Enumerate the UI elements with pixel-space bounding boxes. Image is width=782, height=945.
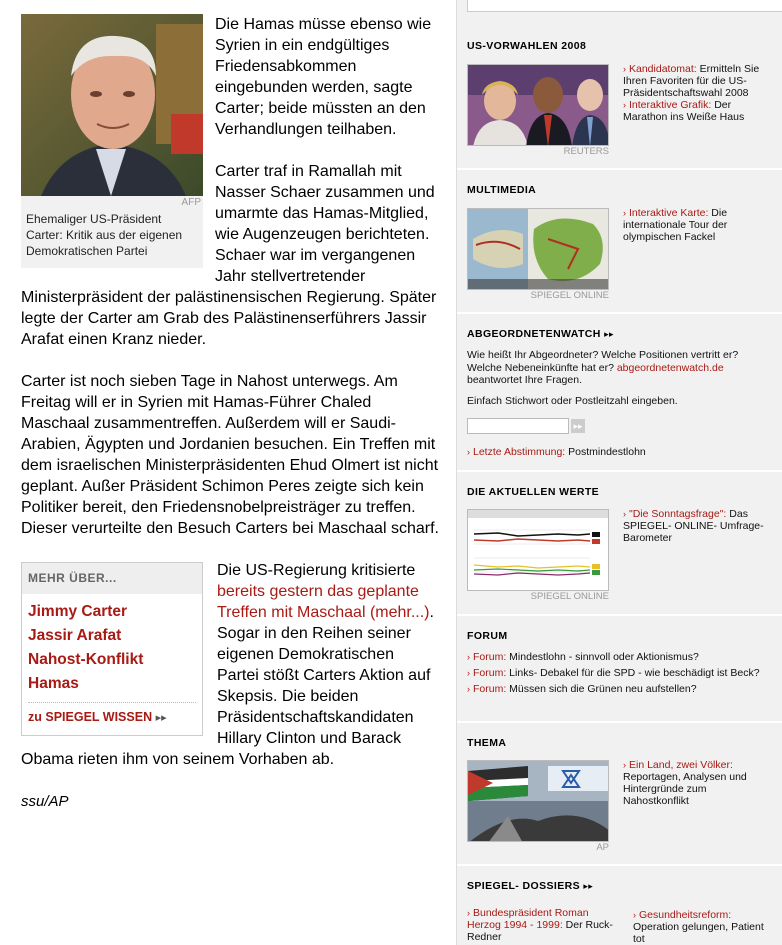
- multimedia-credit: SPIEGEL ONLINE: [530, 290, 609, 301]
- dossier-item-gesundheitsreform[interactable]: › Gesundheitsreform: Operation gelungen, Patient tot: [633, 909, 764, 945]
- spiegel-wissen-link[interactable]: [28, 702, 196, 735]
- paragraph-3: Carter ist noch sieben Tage in Nahost unterwegs. Am Freitag will er in Syrien mit Hamas-Führer Chaled Maschaal zusammentreffen. Außerdem will er Saudi-Arabien, Ägypten und Jordanien besuchen. Ein Treffen mit dem israelischen Ministerpräsidenten Ehud Olmert ist nicht geplant. Außer Präsident Schimon Peres zeigte sich kein Politiker bereit, den Friedensnobelpreisträger zu treffen. Dieser verurteilte den Besuch Carters bei Maschaal scharf.: [21, 373, 439, 537]
- abgeordnetenwatch-prompt: Einfach Stichwort oder Postleitzahl eingeben.: [467, 395, 678, 407]
- us-vorwahlen-image[interactable]: [467, 64, 609, 146]
- spiegel-wissen-label: zu SPIEGEL WISSEN: [28, 710, 153, 724]
- divider: [457, 168, 782, 170]
- double-arrow-icon: ▸▸: [155, 712, 167, 724]
- multimedia-title: MULTIMEDIA: [467, 184, 537, 196]
- image-credit: AFP: [181, 197, 201, 208]
- thema-image[interactable]: [467, 760, 609, 842]
- paragraph-2: Carter traf in Ramallah mit Nasser Schaer zusammen und umarmte das Hamas-Mitglied, wie Augenzeugen berichteten. Schaer war im vergangenen Jahr stellvertretender Ministerpräsident der palästinensischen Regierung. Später legte der Carter am Grab des Palästinenserführers Jassir Arafat einen Kranz nieder.: [21, 163, 437, 348]
- topic-link-nahost-konflikt[interactable]: Nahost-Konflikt: [28, 651, 144, 668]
- divider: [457, 721, 782, 723]
- interaktive-karte-item[interactable]: › Interaktive Karte: Die internationale Tour der olympischen Fackel: [623, 207, 728, 243]
- dossiers-title[interactable]: SPIEGEL- DOSSIERS ▸▸: [467, 880, 594, 892]
- bullet-icon: ›: [623, 208, 626, 218]
- bullet-icon: ›: [467, 447, 470, 457]
- forum-item-gruene[interactable]: › Forum: Müssen sich die Grünen neu aufstellen?: [467, 683, 697, 695]
- sonntagsfrage-item[interactable]: › "Die Sonntagsfrage": Das SPIEGEL- ONLINE- Umfrage- Barometer: [623, 508, 764, 544]
- abgeordnetenwatch-intro: Wie heißt Ihr Abgeordneter? Welche Positionen vertritt er? Welche Nebeneinkünfte hat er? abgeordnetenwatch.de beantwortet Ihre Fragen.: [467, 349, 739, 386]
- search-submit-button[interactable]: ▸▸: [571, 419, 585, 433]
- werte-title: DIE AKTUELLEN WERTE: [467, 486, 600, 498]
- bullet-icon: ›: [623, 100, 626, 110]
- bullet-icon: ›: [467, 668, 470, 678]
- ein-land-zwei-voelker-item[interactable]: › Ein Land, zwei Völker: Reportagen, Analysen und Hintergründe zum Nahostkonflikt: [623, 759, 747, 807]
- divider: [457, 470, 782, 472]
- mehr-ueber-box: [21, 562, 203, 736]
- forum-title: FORUM: [467, 630, 508, 642]
- topic-link-jassir-arafat[interactable]: Jassir Arafat: [28, 627, 122, 644]
- double-arrow-icon: ▸▸: [604, 329, 614, 339]
- treffen-maschaal-link[interactable]: bereits gestern das geplante Treffen mit Maschaal (mehr...): [217, 583, 430, 621]
- bullet-icon: ›: [623, 760, 626, 770]
- paragraph-4: Die US-Regierung kritisierte bereits gestern das geplante Treffen mit Maschaal (mehr...). Sogar in den Reihen seiner eigenen Demokratischen Partei stößt Carters Aktion auf Skepsis. Die beiden Präsidentschaftskandidaten Hillary Clinton und Barack Obama rieten ihm von seinem Vorhaben ab.: [21, 562, 434, 768]
- abgeordnetenwatch-search-input[interactable]: [467, 418, 569, 434]
- forum-item-mindestlohn[interactable]: › Forum: Mindestlohn - sinnvoll oder Aktionismus?: [467, 651, 699, 663]
- us-vorwahlen-title: US-VORWAHLEN 2008: [467, 40, 587, 52]
- letzte-abstimmung-item[interactable]: › Letzte Abstimmung: Postmindestlohn: [467, 446, 646, 458]
- double-arrow-icon: ▸▸: [583, 881, 594, 891]
- image-caption: Ehemaliger US-Präsident Carter: Kritik aus der eigenen Demokratischen Partei: [26, 212, 183, 258]
- sonntagsfrage-chart-image[interactable]: [467, 509, 609, 591]
- bullet-icon: ›: [467, 652, 470, 662]
- us-vorwahlen-credit: REUTERS: [563, 146, 609, 157]
- sidebar: [456, 0, 782, 945]
- author-signature: ssu/AP: [21, 793, 69, 810]
- topic-link-hamas[interactable]: Hamas: [28, 675, 79, 692]
- carter-portrait-image[interactable]: [21, 14, 203, 196]
- dossier-item-herzog[interactable]: › Bundespräsident Roman Herzog 1994 - 1999: Der Ruck- Redner: [467, 907, 613, 943]
- bullet-icon: ›: [623, 509, 626, 519]
- bullet-icon: ›: [623, 64, 626, 74]
- divider: [457, 864, 782, 866]
- forum-item-spd[interactable]: › Forum: Links- Debakel für die SPD - wie beschädigt ist Beck?: [467, 667, 760, 679]
- multimedia-map-image[interactable]: [467, 208, 609, 290]
- abgeordnetenwatch-link[interactable]: abgeordnetenwatch.de: [616, 361, 724, 374]
- top-box: [467, 0, 782, 12]
- werte-credit: SPIEGEL ONLINE: [530, 591, 609, 602]
- paragraph-1: Die Hamas müsse ebenso wie Syrien in ein endgültiges Friedensabkommen eingebunden werden, sagte Carter; beide müssten an den Verhandlungen teilhaben.: [215, 16, 432, 138]
- bullet-icon: ›: [633, 910, 636, 920]
- abgeordnetenwatch-title[interactable]: ABGEORDNETENWATCH ▸▸: [467, 328, 614, 340]
- topic-link-jimmy-carter[interactable]: Jimmy Carter: [28, 603, 128, 620]
- interaktive-grafik-item[interactable]: › Interaktive Grafik: Der Marathon ins Weiße Haus: [623, 99, 745, 123]
- divider: [457, 312, 782, 314]
- thema-title: THEMA: [467, 737, 507, 749]
- bullet-icon: ›: [467, 908, 470, 918]
- bullet-icon: ›: [467, 684, 470, 694]
- mehr-ueber-title: MEHR ÜBER...: [22, 563, 202, 594]
- article-figure: [21, 14, 203, 268]
- kandidatomat-item[interactable]: › Kandidatomat: Ermitteln Sie Ihren Favoriten für die US-Präsidentschaftswahl 2008: [623, 63, 760, 99]
- divider: [457, 614, 782, 616]
- article-body: [21, 14, 439, 812]
- thema-credit: AP: [596, 842, 609, 853]
